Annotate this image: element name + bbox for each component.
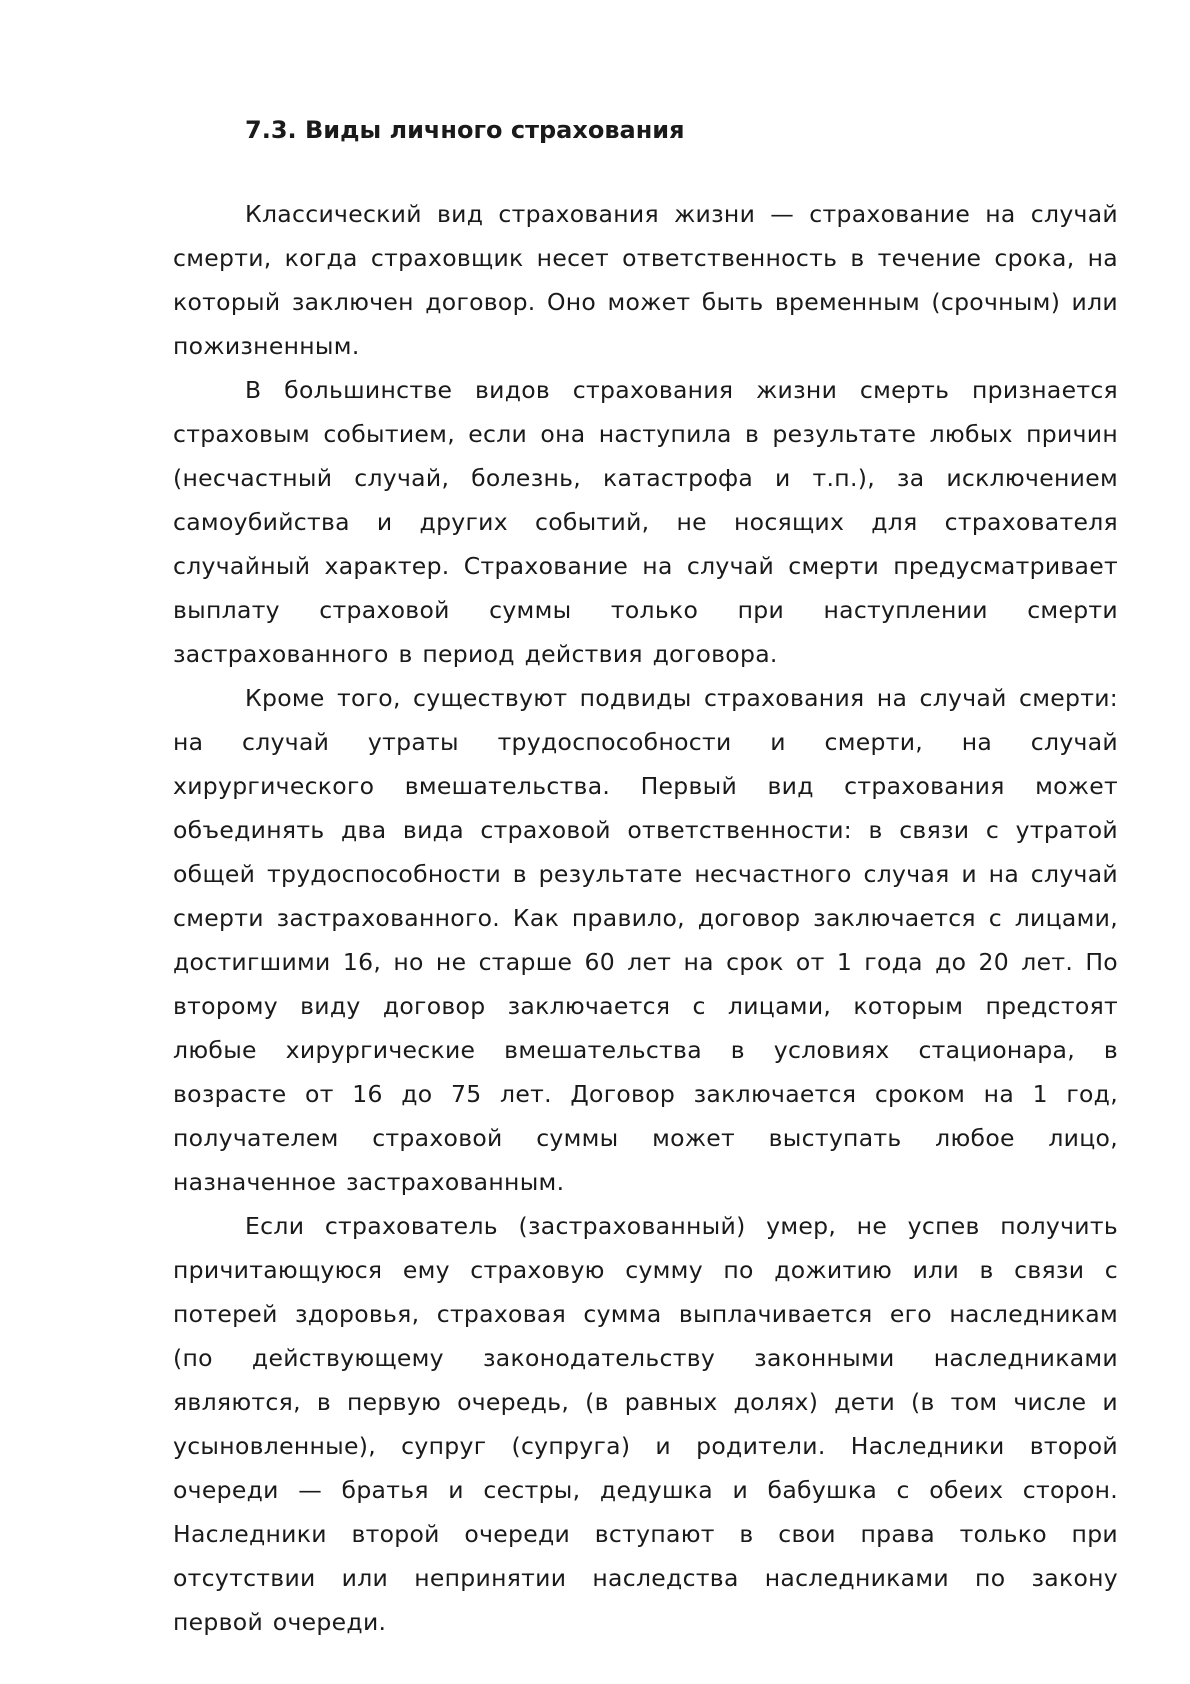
section-heading: 7.3. Виды личного страхования — [245, 116, 685, 144]
paragraph: В большинстве видов страхования жизни смерть признается страховым событием, если она наступила в результате любых причин (несчастный случай, болезнь, катастрофа и т.п.), за исключением самоубийства и других событий, не носящих для страхователя случайный характер. Страхование на случай смерти предусматривает выплату страховой суммы только при наступлении смерти застрахованного в период действия договора. — [173, 376, 1118, 668]
paragraph: Если страхователь (застрахованный) умер, не успев получить причитающуюся ему страховую сумму по дожитию или в связи с потерей здоровья, страховая сумма выплачивается его наследникам (по действующему законодательству законными наследниками являются, в первую очередь, (в равных долях) дети (в том числе и усыновленные), супруг (супруга) и родители. Наследники второй очереди — братья и сестры, дедушка и бабушка с обеих сторон. Наследники второй очереди вступают в свои права только при отсутствии или непринятии наследства наследниками по закону первой очереди. — [173, 1212, 1118, 1636]
document-page — [173, 112, 1118, 1644]
paragraph: Классический вид страхования жизни — страхование на случай смерти, когда страховщик несет ответственность в течение срока, на который заключен договор. Оно может быть временным (срочным) или пожизненным. — [173, 200, 1118, 360]
paragraph: Кроме того, существуют подвиды страхования на случай смерти: на случай утраты трудоспособности и смерти, на случай хирургического вмешательства. Первый вид страхования может объединять два вида страховой ответственности: в связи с утратой общей трудоспособности в результате несчастного случая и на случай смерти застрахованного. Как правило, договор заключается с лицами, достигшими 16, но не старше 60 лет на срок от 1 года до 20 лет. По второму виду договор заключается с лицами, которым предстоят любые хирургические вмешательства в условиях стационара, в возрасте от 16 до 75 лет. Договор заключается сроком на 1 год, получателем страховой суммы может выступать любое лицо, назначенное застрахованным. — [173, 684, 1118, 1196]
